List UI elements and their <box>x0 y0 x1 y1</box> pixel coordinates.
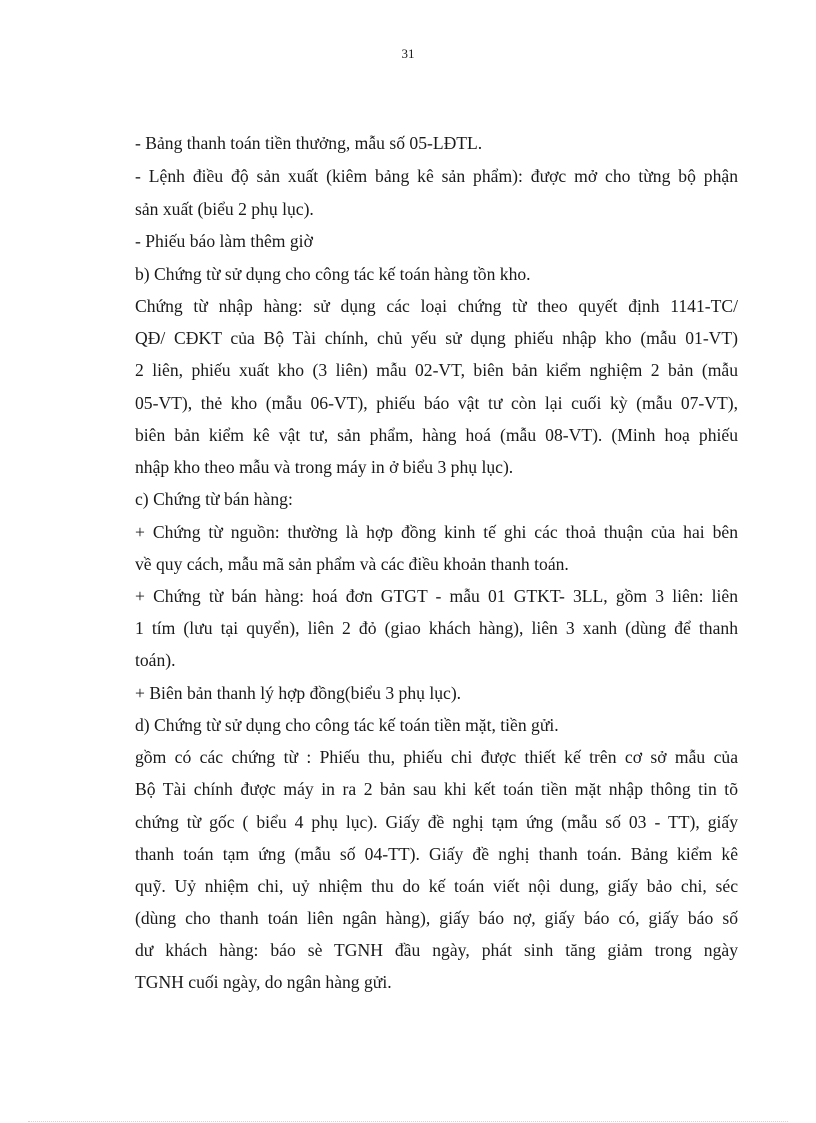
text-line: QĐ/ CĐKT của Bộ Tài chính, chủ yếu sử dụng phiếu nhập kho (mẫu 01-VT) <box>135 328 738 348</box>
text-line: + Chứng từ bán hàng: hoá đơn GTGT - mẫu 01 GTKT- 3LL, gồm 3 liên: liên <box>135 586 738 606</box>
text-line: quỹ. Uỷ nhiệm chi, uỷ nhiệm thu do kế toán viết nội dung, giấy bảo chi, séc <box>135 876 738 896</box>
text-line: TGNH cuối ngày, do ngân hàng gửi. <box>135 972 392 992</box>
text-line: (dùng cho thanh toán liên ngân hàng), giấy báo nợ, giấy báo có, giấy báo số <box>135 908 738 928</box>
page-number: 31 <box>401 46 415 61</box>
text-line: chứng từ gốc ( biểu 4 phụ lục). Giấy đề nghị tạm ứng (mẫu số 03 - TT), giấy <box>135 812 738 832</box>
text-line: 1 tím (lưu tại quyển), liên 2 đỏ (giao khách hàng), liên 3 xanh (dùng để thanh <box>135 618 738 638</box>
text-line: toán). <box>135 650 176 670</box>
text-line: d) Chứng từ sử dụng cho công tác kế toán tiền mặt, tiền gửi. <box>135 715 559 735</box>
text-line: thanh toán tạm ứng (mẫu số 04-TT). Giấy đề nghị thanh toán. Bảng kiểm kê <box>135 844 738 864</box>
text-line: - Phiếu báo làm thêm giờ <box>135 231 313 251</box>
text-line: 05-VT), thẻ kho (mẫu 06-VT), phiếu báo vật tư còn lại cuối kỳ (mẫu 07-VT), <box>135 393 738 413</box>
text-line: Chứng từ nhập hàng: sử dụng các loại chứng từ theo quyết định 1141-TC/ <box>135 296 738 316</box>
text-line: + Chứng từ nguồn: thường là hợp đồng kinh tế ghi các thoả thuận của hai bên <box>135 522 738 542</box>
text-line: + Biên bản thanh lý hợp đồng(biểu 3 phụ lục). <box>135 683 462 703</box>
page-bottom-rule <box>28 1121 788 1122</box>
text-line: biên bản kiểm kê vật tư, sản phẩm, hàng hoá (mẫu 08-VT). (Minh hoạ phiếu <box>135 425 738 445</box>
text-line: 2 liên, phiếu xuất kho (3 liên) mẫu 02-VT, biên bản kiểm nghiệm 2 bản (mẫu <box>135 360 738 380</box>
text-line: b) Chứng từ sử dụng cho công tác kế toán hàng tồn kho. <box>135 264 531 284</box>
text-line: Bộ Tài chính được máy in ra 2 bản sau khi kết toán tiền mặt nhập thông tin tõ <box>135 779 738 799</box>
text-line: nhập kho theo mẫu và trong máy in ở biểu 3 phụ lục). <box>135 457 514 477</box>
text-line: về quy cách, mẫu mã sản phẩm và các điều khoản thanh toán. <box>135 554 569 574</box>
text-line: - Lệnh điều độ sản xuất (kiêm bảng kê sản phẩm): được mở cho từng bộ phận <box>135 166 738 186</box>
text-line: c) Chứng từ bán hàng: <box>135 489 293 509</box>
text-line: gồm có các chứng từ : Phiếu thu, phiếu chi được thiết kế trên cơ sở mẫu của <box>135 747 738 767</box>
text-line: - Bảng thanh toán tiền thưởng, mẫu số 05-LĐTL. <box>135 133 483 153</box>
text-line: dư khách hàng: báo sè TGNH đầu ngày, phát sinh tăng giảm trong ngày <box>135 940 738 960</box>
text-line: sản xuất (biểu 2 phụ lục). <box>135 199 314 219</box>
